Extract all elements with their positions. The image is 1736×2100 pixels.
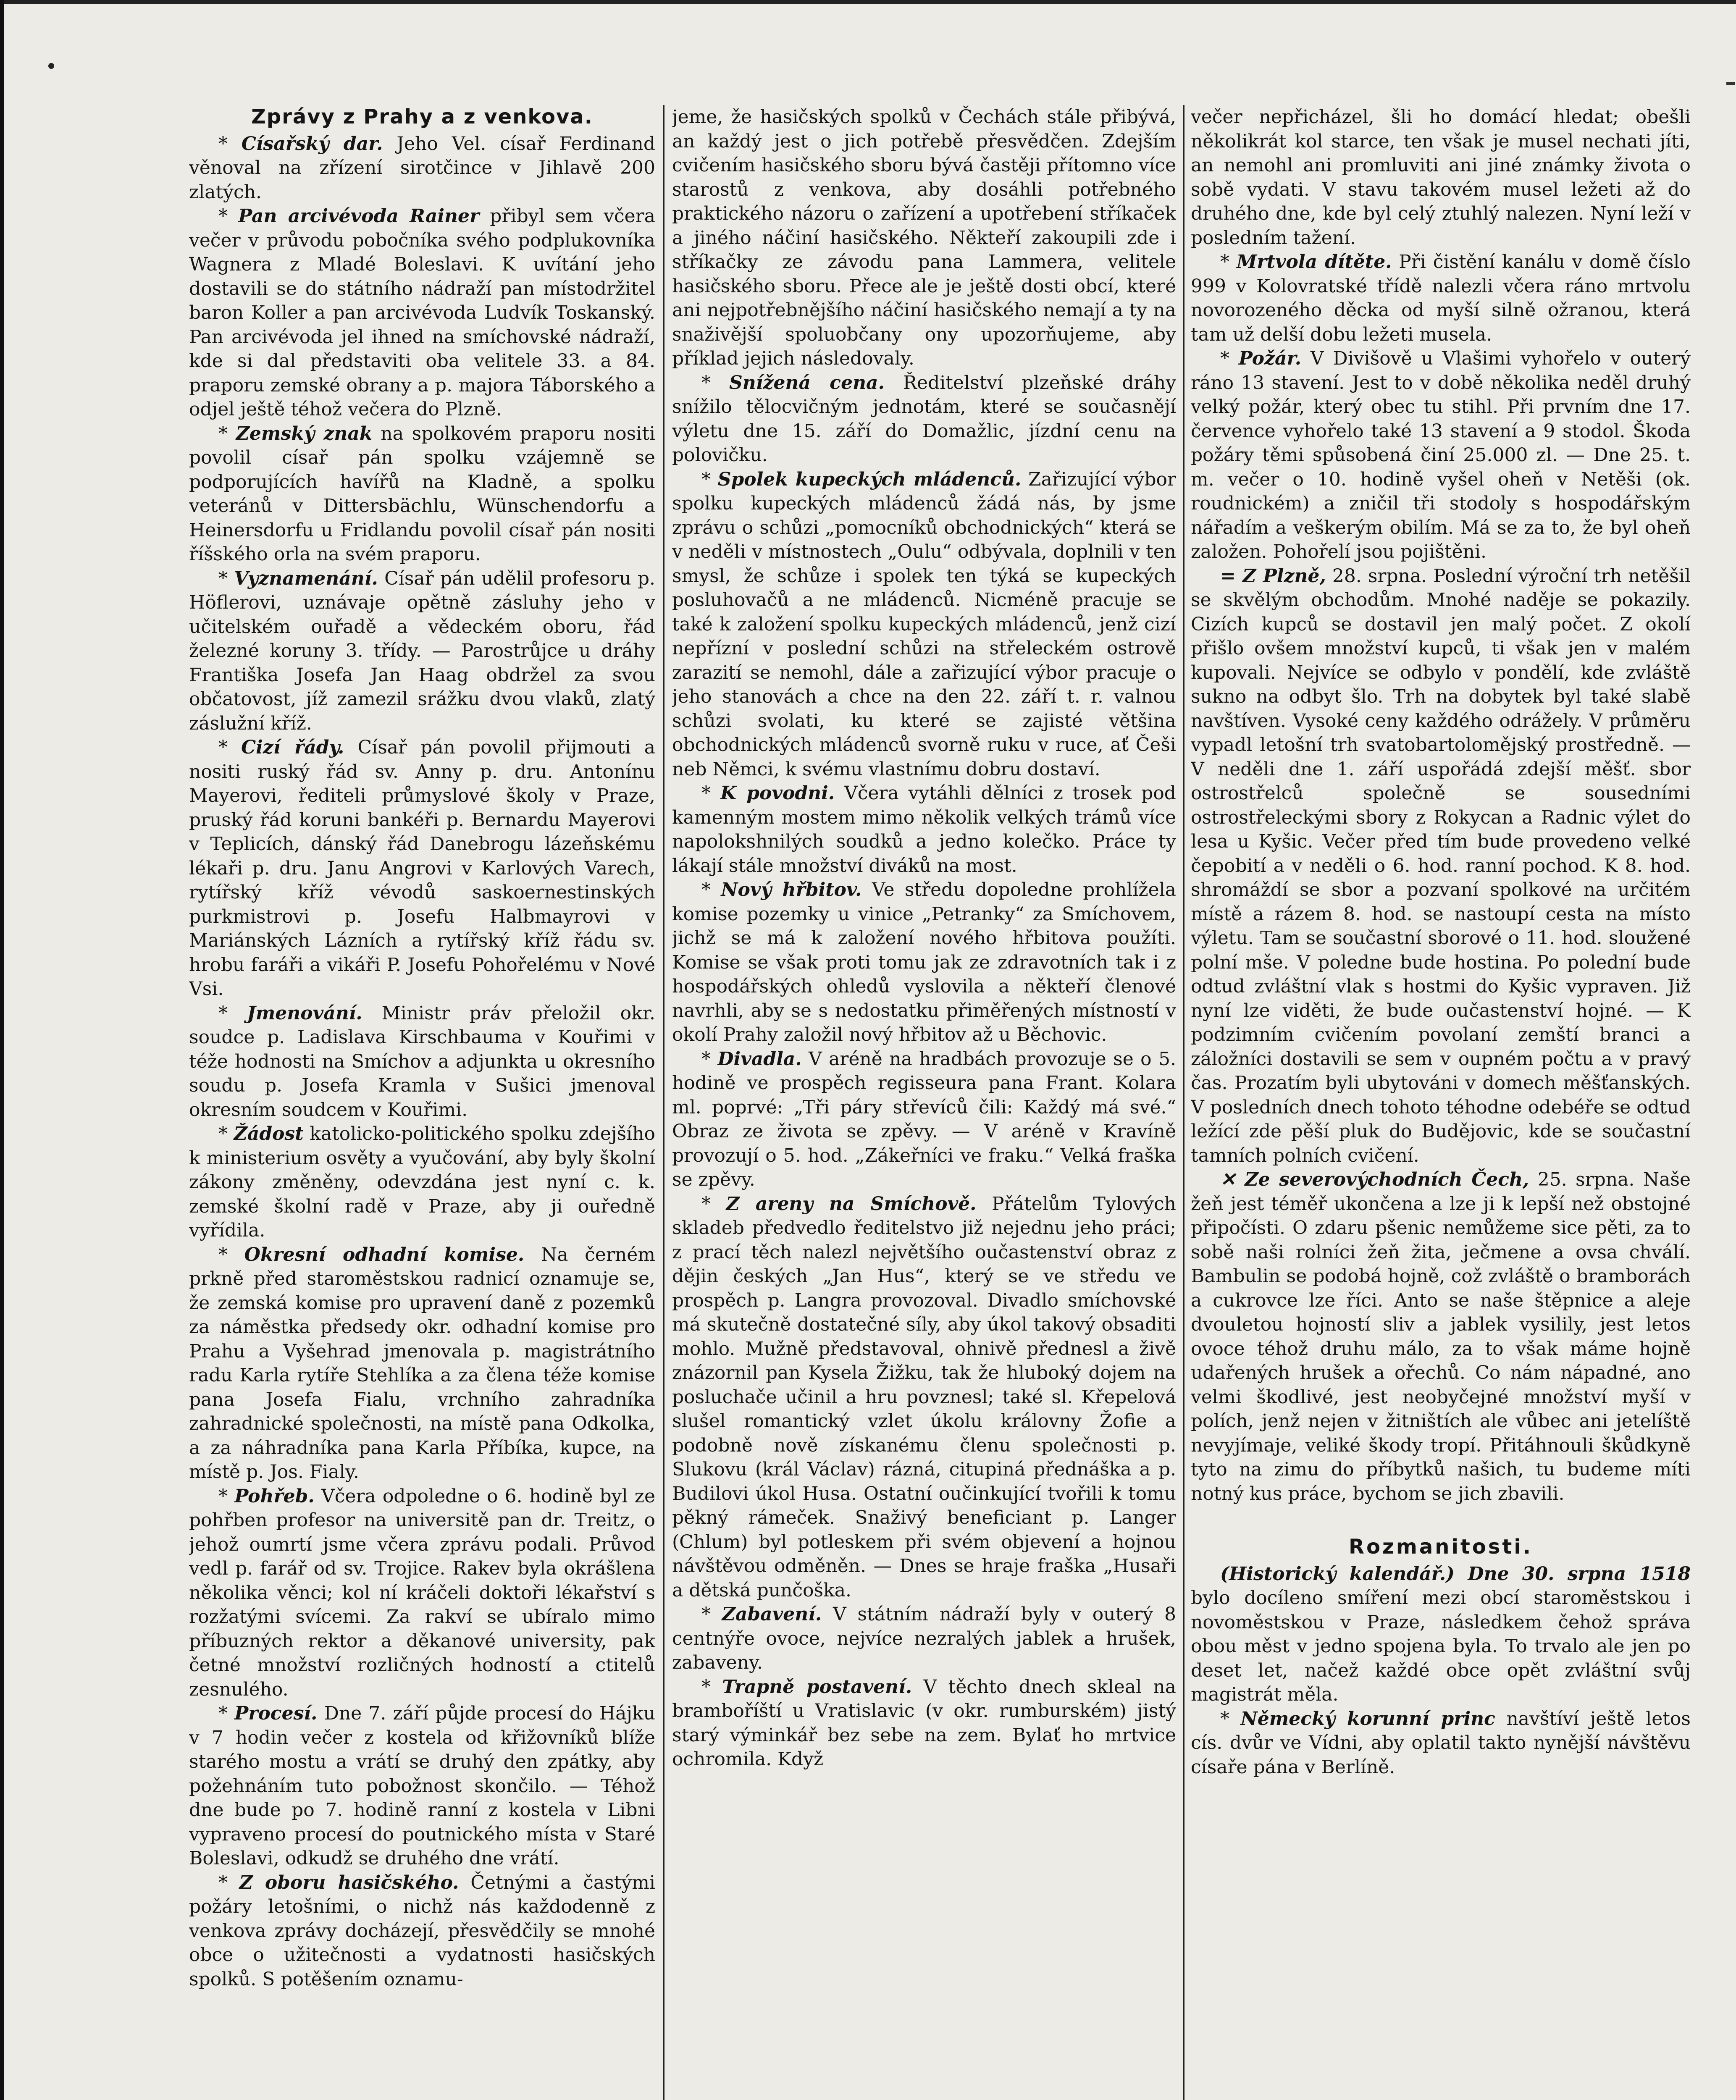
bullet-asterisk: *	[701, 468, 718, 490]
article-headline: Vyznamenání.	[234, 567, 378, 589]
article-paragraph	[189, 422, 655, 567]
article-paragraph	[1191, 564, 1691, 1168]
article-paragraph	[672, 371, 1176, 467]
bullet-asterisk: *	[218, 1703, 235, 1724]
article-paragraph	[672, 1675, 1176, 1772]
article-text: V těchto dnech skleal na bramboříští u Vratislavic (v okr. rumburském) jistý starý výminkář bez sebe na zem. Bylať ho mrtvice ochromila. Když	[672, 1676, 1176, 1770]
article-text: V aréně na hradbách provozuje se o 5. hodině ve prospěch regisseura pana Frant. Kolara ml. poprvé: „Tři páry střevíců čili: Každý má své.“ Obraz ze života se zpěvy. — V aréně v Kravíně provozují o 5. hod. „Zákeřníci ve fraku.“ Velká fraška se zpěvy.	[672, 1048, 1176, 1190]
bullet-asterisk: *	[218, 133, 242, 155]
article-text: Četnými a častými požáry letošními, o nichž nás každodenně z venkova zprávy docházejí, přesvědčily se mnohé obce o užitečnosti a vydatnosti hasičských spolků. S potěšením oznamu-	[189, 1872, 655, 1990]
bullet-asterisk: *	[701, 372, 729, 394]
article-text: přibyl sem včera večer v průvodu pobočníka svého podplukovníka Wagnera z Mladé Boleslavi. K uvítání jeho dostavili se do státního nádraží pan místodržitel baron Koller a pan arcivévoda Ludvík Toskanský. Pan arcivévoda jel ihned na smíchovské nádraží, kde si dal představiti oba velitele 33. a 84. praporu zemské obrany a p. majora Táborského a odjel ještě téhož večera do Plzně.	[189, 205, 655, 420]
article-paragraph	[1191, 1562, 1691, 1707]
article-text: Včera vytáhli dělníci z trosek pod kamenným mostem mimo několik velkých trámů více napolokshnilých soudků a jedno kolečko. Práce ty lákají stále množství diváků na most.	[672, 782, 1176, 877]
article-text: Jeho Vel. císař Ferdinand věnoval na zřízení sirotčince v Jihlavě 200 zlatých.	[189, 133, 655, 203]
bullet-asterisk: *	[218, 1123, 234, 1144]
bullet-asterisk: *	[701, 1048, 718, 1070]
bullet-asterisk: *	[1220, 348, 1239, 369]
section-heading-rozmanitosti: Rozmanitosti.	[1348, 1535, 1533, 1559]
article-paragraph	[672, 1602, 1176, 1675]
bullet-asterisk: *	[701, 1604, 722, 1625]
bullet-asterisk: *	[218, 1872, 239, 1893]
bullet-asterisk: *	[701, 1676, 722, 1698]
article-text: katolicko-politického spolku zdejšího k ministerium osvěty a vyučování, aby byly školní zákony změněny, odevzdána jest nyní c. k. zemské školní radě v Praze, aby ji ouředně vyřídila.	[189, 1123, 655, 1241]
article-paragraph	[189, 1701, 655, 1871]
bullet-asterisk: *	[218, 1485, 235, 1507]
article-paragraph	[189, 1484, 655, 1702]
article-headline: Jmenování.	[247, 1002, 362, 1024]
article-headline: ✕ Ze severovýchodních Čech,	[1220, 1169, 1529, 1190]
article-headline: Nový hřbitov.	[721, 879, 862, 900]
article-text: na spolkovém praporu nositi povolil císař pán spolku vzájemně se podporujících havířů na Kladně, a spolku veteránů v Dittersbächlu, Wünschendorfu a Heinersdorfu u Fridlandu povolil císař pán nositi říšského orla na svém praporu.	[189, 423, 655, 565]
article-text: jeme, že hasičských spolků v Čechách stále přibývá, an každý jest o jich potřebě přesvědčen. Zdejším cvičením hasičského sboru bývá častěji přítomno více starostů z venkova, aby dosáhli potřebného praktického názoru o zařízení a upotřebení stříkaček a jiného náčiní hasičského. Někteří zakoupili zde i stříkačky ze závodu pana Lammera, velitele hasičského sboru. Přece ale je ještě dosti obcí, které ani nejpotřebnějšího náčiní hasičského nemají a ty na snaživější spoluobčany ony upozorňujeme, aby příklad jejich následovaly.	[672, 106, 1176, 369]
scan-dot-mark	[48, 63, 54, 69]
article-headline: Z areny na Smíchově.	[726, 1193, 977, 1215]
article-headline: Zabavení.	[722, 1604, 822, 1625]
article-headline: Cizí řády.	[241, 737, 344, 758]
bullet-asterisk: *	[701, 782, 720, 804]
article-headline: Pan arcivévoda Rainer	[238, 205, 480, 227]
article-paragraph	[189, 1001, 655, 1122]
article-paragraph	[672, 781, 1176, 878]
column-3	[1191, 105, 1691, 2100]
bullet-asterisk: *	[218, 1244, 244, 1265]
article-paragraph	[189, 567, 655, 736]
column-2	[672, 105, 1176, 2100]
article-text: Ve středu dopoledne prohlížela komise pozemky u vinice „Petranky“ za Smíchovem, jichž se má k založení nového hřbitova použíti. Komise se však proti tomu jak ze zdravotních tak i z hospodářských ohledů vyslovila a někteří členové navrhli, aby se s nedostatku přiměřených místností v okolí Prahy založil nový hřbitov až u Běchovic.	[672, 879, 1176, 1045]
article-paragraph	[1191, 105, 1691, 250]
article-text: V Divišově u Vlašimi vyhořelo v outerý ráno 13 stavení. Jest to v době několika neděl druhý velký požár, který obec tu stihl. Při prvním dne 17. července vyhořelo také 13 stavení a 9 stodol. Škoda požáry těmi spůsobená činí 25.000 zl. — Dne 25. t. m. večer o 10. hodině vyšel oheň v Netěši (ok. roudnickém) a zničil tři stodoly s hospodářským nářadím a veškerým obilím. Má se za to, že byl oheň založen. Pohořelí jsou pojištěni.	[1191, 348, 1691, 562]
article-paragraph	[672, 467, 1176, 782]
article-paragraph	[189, 1243, 655, 1484]
article-paragraph	[672, 1047, 1176, 1192]
article-headline: Trapně postavení.	[722, 1676, 912, 1698]
article-paragraph	[1191, 346, 1691, 564]
article-paragraph	[189, 1122, 655, 1243]
article-headline: Spolek kupeckých mládenců.	[717, 468, 1022, 490]
article-headline: (Historický kalendář.) Dne 30. srpna 1518	[1220, 1563, 1691, 1585]
article-text: Dne 7. září půjde procesí do Hájku v 7 hodin večer z kostela od křižovníků blíže starého mostu a vrátí se druhý den zpátky, aby požehnáním tuto pobožnost skončilo. — Téhož dne bude po 7. hodině ranní z kostela v Libni vypraveno procesí do poutnického místa v Staré Boleslavi, odkudž se druhého dne vrátí.	[189, 1703, 655, 1869]
article-headline: Císařský dar.	[241, 133, 383, 155]
article-paragraph	[672, 878, 1176, 1047]
article-paragraph	[1191, 250, 1691, 346]
column-rule-2	[1183, 105, 1184, 2100]
article-text: bylo docíleno smíření mezi obcí staroměstskou i novoměstskou v Praze, následkem čehož správa obou měst v jedno spojena byla. To trvalo ale jen po deset let, načež každé obce opět zvláštní svůj magistrát měla.	[1191, 1587, 1691, 1705]
bullet-asterisk: *	[218, 205, 239, 227]
article-paragraph	[672, 105, 1176, 371]
article-headline: K povodni.	[720, 782, 835, 804]
article-text: Při čistění kanálu v domě číslo 999 v Kolovratské třídě nalezli včera ráno mrtvolu novorozeného děcka od myší silně ožranou, která tam už delší dobu ležeti musela.	[1191, 251, 1691, 345]
article-text: 28. srpna. Poslední výroční trh netěšil se skvělým obchodům. Mnohé naděje se pokazily. Cizích kupců se dostavil jen malý počet. Z okolí přišlo ovšem množství kupců, ti však jen v malém kupovali. Nejvíce se odbylo v pondělí, kde zvláště sukno na odbyt šlo. Trh na dobytek byl také slabě navštíven. Vysoké ceny každého odrážely. V průměru vypadl letošní trh svatobartolomějský prostředně. — V neděli dne 1. září uspořádá zdejší měšť. sbor ostrostřelců společně se sousedními ostrostřeleckými sbory z Rokycan a Radnic výlet do lesa u Kyšic. Večer před tím bude provedeno velké čepobití a v neděli o 6. hod. ranní pochod. K 8. hod. shromáždí se sbor a pozvaní spolkové na určitém místě a rázem 8. hod. se nastoupí cesta na místo výletu. Tam se součastní sborové o 11. hod. sloužené polní mše. V poledne bude hostina. Po polední bude odtud zvláštní vlak s hostmi do Kyšic vypraven. Již nyní lze viděti, že bude oučastenství hojné. — K podzimním cvičením povolaní zemští branci a záložníci dostavili se sem v oupném počtu a v pravý čas. Prozatím byli ubytováni v domech měšťanských. V posledních dnech tohoto téhodne odebéře se odtud ležící zde pěší pluk do Budějovic, kde se součastní tamních polních cvičení.	[1191, 565, 1691, 1166]
article-headline: Okresní odhadní komise.	[244, 1244, 525, 1265]
bullet-asterisk: *	[218, 567, 234, 589]
article-paragraph	[672, 1192, 1176, 1603]
article-paragraph	[1191, 1707, 1691, 1780]
article-headline: Procesí.	[234, 1703, 318, 1724]
bullet-asterisk: *	[1220, 1708, 1241, 1730]
article-headline: Snížená cena.	[729, 372, 885, 394]
article-headline: Z oboru hasičského.	[239, 1872, 459, 1893]
article-headline: Mrtvola dítěte.	[1236, 251, 1392, 273]
column-1-heading: Zprávy z Prahy a z venkova.	[251, 105, 593, 129]
bullet-asterisk: *	[701, 879, 721, 900]
bullet-asterisk: *	[218, 1002, 247, 1024]
article-paragraph	[189, 132, 655, 205]
article-text: Císař pán udělil profesoru p. Höflerovi, uznávaje opětně zásluhy jeho v učitelském ouřadě a vědeckém oboru, řád železné koruny 3. třídy. — Parostrůjce u dráhy Františka Josefa Jan Haag obdržel za svou občatovost, jíž zamezil srážku dvou vlaků, zlatý záslužní kříž.	[189, 567, 655, 734]
article-text: večer nepřicházel, šli ho domácí hledat; obešli několikrát kol starce, ten však je musel nechati jíti, an nemohl ani promluviti ani jiné známky života o sobě vydati. V stavu takovém musel ležeti až do druhého dne, kde byl celý ztuhlý nalezen. Nyní leží v posledním tažení.	[1191, 106, 1691, 249]
article-text: Zařizující výbor spolku kupeckých mládenců žádá nás, by jsme zprávu o schůzi „pomocníků obchodnických“ která se v neděli v místnostech „Oulu“ odbývala, doplnili v ten smysl, že schůze i spolek ten týká se kupeckých posluhovačů a ne mládenců. Nicméně pracuje se také k založení spolku kupeckých mládenců, jenž cizí nepřízní v poslední schůzi na střeleckém ostrově zarazití se nemohl, dále a zařizující výbor pracuje o jeho stanovách a chce na den 22. září t. r. valnou schůzi svolati, ku které se zajisté většina obchodnických mládenců svorně ruku v ruce, ať Češi neb Němci, k svému vlastnímu dobru dostaví.	[672, 468, 1176, 780]
scan-edge-top	[4, 0, 1736, 4]
article-text: Přátelům Tylových skladeb předvedlo ředitelstvo již nejednu jeho práci; z prací těch nalezl největšího oučastenství obraz z dějin českých „Jan Hus“, který se ve středu ve prospěch p. Langra provozoval. Divadlo smíchovské má skutečně dostatečné síly, aby úkol takový obsaditi mohlo. Mužně představoval, ohnivě přednesl a živě znázornil pan Kysela Žižku, tak že hluboký dojem na posluchače učinil a hru povznesl; také sl. Křepelová slušel romantický vzlet úkolu královny Žofie a podobně nově získanému členu společnosti p. Slukovu (král Václav) rázná, citupiná přednáška a p. Budilovi úkol Husa. Ostatní oučinkující tvořili k tomu pěkný rámeček. Snaživý beneficiant p. Langer (Chlum) byl potleskem při svém objevení a hojnou návštěvou odměněn. — Dnes se hraje fraška „Husaři a dětská punčoška.	[672, 1193, 1176, 1601]
article-text: Ministr práv přeložil okr. soudce p. Ladislava Kirschbauma v Kouřimi v téže hodnosti na Smíchov a adjunkta u okresního soudu p. Josefa Kramla v Sušici jmenoval okresním soudcem v Kouřimi.	[189, 1002, 655, 1121]
scan-dash-mark	[1726, 82, 1735, 85]
article-text: Císař pán povolil přijmouti a nositi ruský řád sv. Anny p. dru. Antonínu Mayerovi, řediteli průmyslové školy v Praze, pruský řád koruni bankéři p. Bernardu Mayerovi v Teplicích, dánský řád Danebrogu lázeňskému lékaři p. dru. Janu Angrovi v Karlových Varech, rytířský kříž vévodů saskoernestinských purkmistrovi p. Josefu Halbmayrovi v Mariánských Lázních a rytířský kříž řádu sv. hrobu faráři a vikáři P. Josefu Pohořelému v Nové Vsi.	[189, 737, 655, 1000]
article-headline: Požár.	[1238, 348, 1302, 369]
article-headline: Německý korunní princ	[1240, 1708, 1495, 1730]
article-text: V státním nádraží byly v outerý 8 centnýře ovoce, nejvíce nezralých jablek a hrušek, zabaveny.	[672, 1604, 1176, 1673]
column-rule-1	[663, 105, 664, 2100]
article-paragraph	[189, 1871, 655, 1992]
article-text: Včera odpoledne o 6. hodině byl ze pohřben profesor na universitě pan dr. Treitz, o jehož oumrtí jsme včera zprávu podali. Průvod vedl p. farář od sv. Trojice. Rakev byla okrášlena několika věnci; kol ní kráčeli doktoři lékařství s rozžatými svícemi. Za rakví se ubíralo mimo příbuzných rektor a děkanové university, pak četné množství rozličných hodností a ctitelů zesnulého.	[189, 1485, 655, 1700]
bullet-asterisk: *	[1220, 251, 1237, 273]
article-headline: Divadla.	[717, 1048, 802, 1070]
article-text: Na černém prkně před staroměstskou radnicí oznamuje se, že zemská komise pro upravení daně z pozemků za náměstka předsedy okr. odhadní komise pro Prahu a Vyšehrad jmenovala p. magistrátního radu Karla rytíře Stehlíka a za člena téže komise pana Josefa Fialu, vrchního zahradníka zahradnické společnosti, na místě pana Odkolka, a za náhradníka pana Karla Příbíka, kupce, na místě p. Jos. Fialy.	[189, 1244, 655, 1483]
bullet-asterisk: *	[218, 737, 242, 758]
article-text: Ředitelství plzeňské dráhy snížilo tělocvičným jednotám, které se současnějí výletu dne 15. září do Domažlic, jízdní cenu na polovičku.	[672, 372, 1176, 466]
article-paragraph	[189, 735, 655, 1001]
article-paragraph	[189, 204, 655, 422]
bullet-asterisk: *	[218, 423, 236, 444]
bullet-asterisk: *	[701, 1193, 726, 1215]
article-text: 25. srpna. Naše žeň jest téměř ukončena a lze ji k lepší než obstojné připočísti. O zdaru pšenic nemůžeme sice pěti, za to sobě naši rolníci žeň žita, ječmene a ovsa chválí. Bambulin se podobá hojně, což zvláště o bramborách a cukrovce lze říci. Anto se naše štěpnice a aleje dvouletou hojností sliv a jablek vysilily, jest letos ovoce téhož druhu málo, za to však máme hojně udařených hrušek a ořechů. Co nám nápadné, ano velmi škodlivé, jest neobyčejné množství myší v polích, jenž nejen v žitništích ale vůbec ani jetelíště nevyjímaje, veliké škody tropí. Přitáhnouli škůdkyně tyto na zimu do příbytků našich, tu budeme míti notný kus práce, bychom se jich zbavili.	[1191, 1169, 1691, 1504]
article-headline: Žádost	[234, 1123, 304, 1144]
article-paragraph	[1191, 1168, 1691, 1506]
column-1	[189, 105, 655, 2100]
article-headline: Zemský znak	[236, 423, 373, 444]
article-headline: Pohřeb.	[234, 1485, 315, 1507]
article-headline: = Z Plzně,	[1220, 565, 1326, 587]
article-text: navštíví ještě letos cís. dvůr ve Vídni, aby oplatil takto nynější návštěvu císaře pána v Berlíně.	[1191, 1708, 1691, 1778]
